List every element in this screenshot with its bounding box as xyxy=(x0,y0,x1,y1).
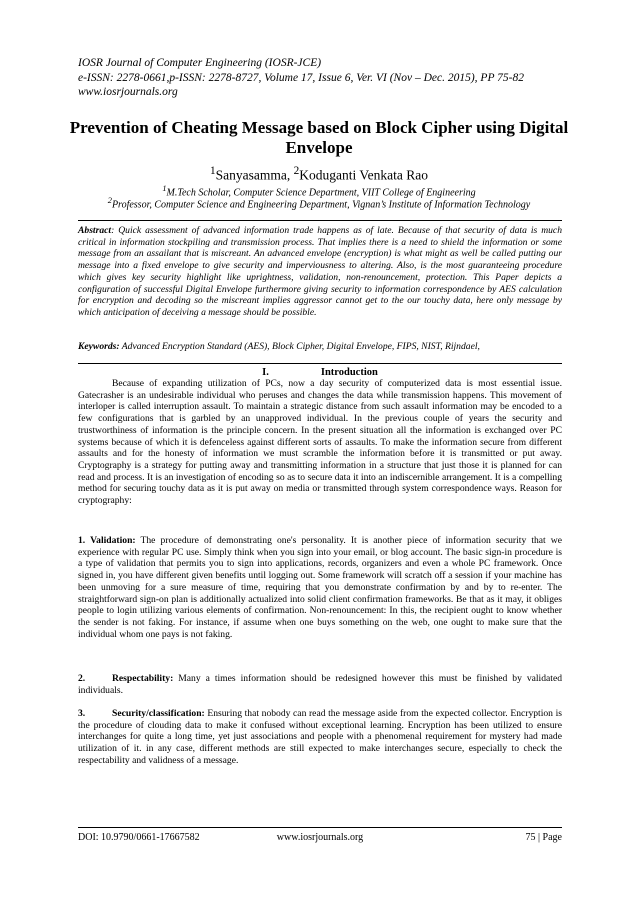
section-number: I. xyxy=(262,367,269,378)
journal-name: IOSR Journal of Computer Engineering (IOSR-JCE) xyxy=(78,57,322,69)
journal-issn-volume: e-ISSN: 2278-0661,p-ISSN: 2278-8727, Volume 17, Issue 6, Ver. VI (Nov – Dec. 2015), PP 75-82 xyxy=(78,71,524,84)
affiliation-1-superscript: 1 xyxy=(162,184,167,193)
author1-superscript: 1 xyxy=(210,165,216,177)
footer-page-number: 75 | Page xyxy=(525,832,562,843)
validation-text: The procedure of demonstrating one's personality. It is another piece of information security that we experience with regular PC use. Simply think when you sign into your email, or blog account. The basic sign-in procedure is a type of validation that permits you to sign into applications, records, organizers and even a whole PC framework. Once signed in, you have different given benefits until logging out. Some framework will scratch off a session if your machine has been unmoving for a sure measure of time, requiring that you demonstrate confirmation by and by to re-enter. The straightforward sign-on plan is additionally actualized into solid client confirmation frameworks. Be that as it may, it obliges people to login utilizing various elements of confirmation. Non-renouncement: In this, the recipient ought to know whether the sender is not faking. For instance, if assume when one buys something on the web, one ought to make sure that the individual whom one pays is not faking. xyxy=(78,535,562,640)
affiliation-2-text: Professor, Computer Science and Engineering Department, Vignan’s Institute of Information Technology xyxy=(111,199,531,211)
journal-website: www.iosrjournals.org xyxy=(78,86,178,98)
intro-text: Because of expanding utilization of PCs, now a day security of computerized data is most essential issue. Gatecrasher is an undesirable individual who peruses and changes the data while transmission happens. This movement of interloper is called interruption assault. To maintain a strategic distance from such assault information may be encoded to a few configurations that is garbled by an unapproved individual. In the previous couple of years the security and trustworthiness of information is the principle concern. In the present situation all the information is exchanged over PC systems because of which it is defenceless against different sorts of assaults. To make the information secure from different assaults and for the honesty of information we must scramble the information before it is transmitted or put away. Cryptography is a strategy for putting away and transmitting information in a structure that just those it is planned for can read and process. It is an investigation of encoding so as to secure data it into an indiscernible arrangement. It is a compelling method for securing touchy data as it is put away on media or transmitted through system correspondence ways. Reason for cryptography: xyxy=(78,378,562,507)
abstract-block xyxy=(78,225,562,319)
keywords-block xyxy=(78,341,562,353)
list-item-validation xyxy=(78,535,562,640)
author2-superscript: 2 xyxy=(293,165,300,177)
journal-header xyxy=(78,56,578,100)
abstract-text: : Quick assessment of advanced information trade happens as of late. Because of that security of data is much critical in information stockpiling and transmission process. That implies there is a need to shield the information or some message from an assailant that is miscreant. An advanced envelope (encryption) is what might as well be called putting our message into a fixed envelope to give security and imperviousness to altering. Also, is the most guaranteeing procedure which gives key security highlight like uprightness, validation, non-renouncement, protection. This Paper depicts a configuration of successful Digital Envelope furthermore giving security to information correspondence by AES calculation for encryption and decoding so the miscreant implies aggressor cannot get to the our touchy data, here only message by which anticipation of deceiving a message should be possible. xyxy=(78,225,562,318)
security-text: Ensuring that nobody can read the message aside from the expected collector. Encryption is the procedure of clouding data to make it confused without exceptional learning. Encryption has been utilized to ensure interchanges for quite a long time, yet just associations and people with a phenomenal requirement for mystery had made utilization of it. in any case, different methods are still expected to make interchanges secure, especially to check the respectability and validness of a message. xyxy=(78,708,562,766)
section-title: Introduction xyxy=(320,367,378,378)
abstract-label: Abstract xyxy=(78,225,112,236)
respectability-label: Respectability: xyxy=(112,673,174,684)
author1-name: Sanyasamma, xyxy=(215,167,294,183)
intro-paragraph xyxy=(78,378,562,507)
security-number: 3. xyxy=(78,708,86,719)
keywords-label: Keywords: xyxy=(78,341,120,352)
validation-label: 1. Validation: xyxy=(78,535,136,546)
footer-website: www.iosrjournals.org xyxy=(276,832,364,843)
list-item-respectability xyxy=(78,673,562,696)
author-line xyxy=(60,163,578,184)
abstract-top-rule xyxy=(78,220,562,221)
footer-doi: DOI: 10.9790/0661-17667582 xyxy=(78,832,200,843)
respectability-text: Many a times information should be redesigned however this must be finished by validated individuals. xyxy=(78,673,562,696)
affiliation-2 xyxy=(60,195,578,211)
keywords-text: Advanced Encryption Standard (AES), Block Cipher, Digital Envelope, FIPS, NIST, Rijndael, xyxy=(119,341,480,352)
affiliation-1-text: M.Tech Scholar, Computer Science Department, VIIT College of Engineering xyxy=(166,187,476,199)
list-item-security xyxy=(78,708,562,767)
security-label: Security/classification: xyxy=(112,708,205,719)
author2-name: Koduganti Venkata Rao xyxy=(299,167,428,183)
abstract-bottom-rule xyxy=(78,363,562,364)
affiliation-2-superscript: 2 xyxy=(107,196,112,205)
respectability-number: 2. xyxy=(78,673,86,684)
paper-title: Prevention of Cheating Message based on Block Cipher using Digital Envelope xyxy=(69,118,569,157)
footer-rule xyxy=(78,827,562,828)
